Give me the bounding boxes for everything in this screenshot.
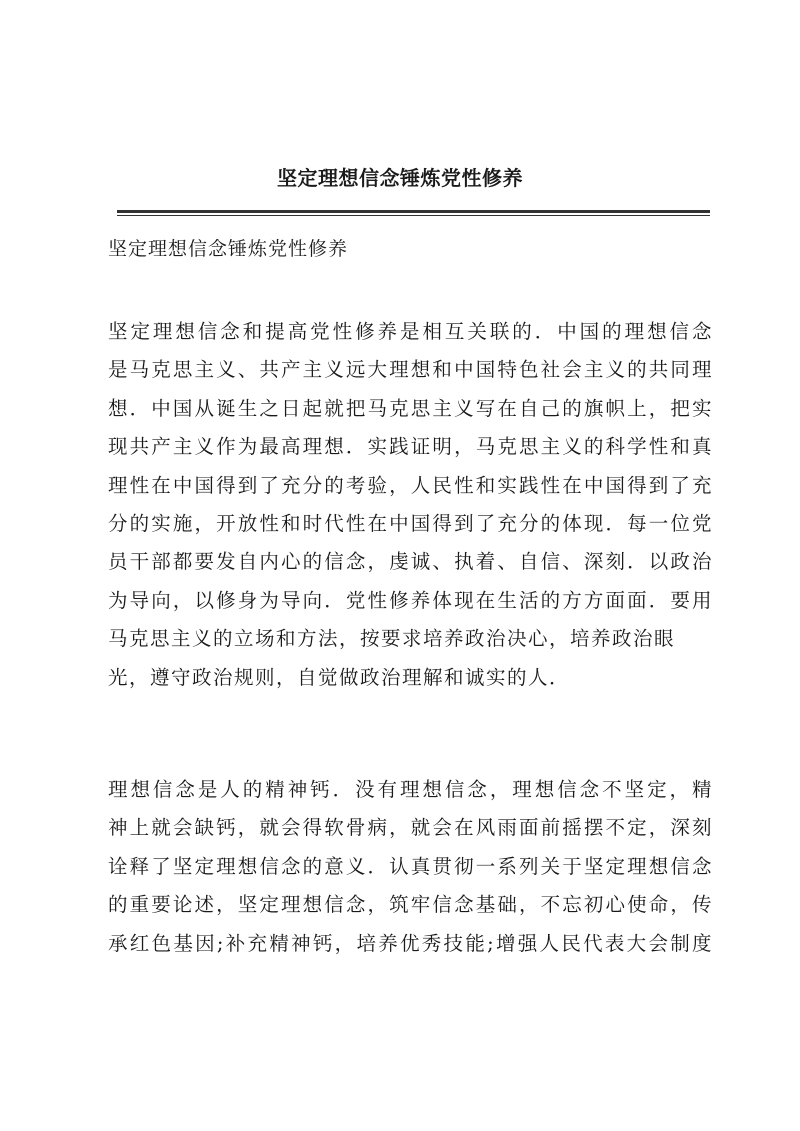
- paragraph-line: 诠释了坚定理想信念的意义．认真贯彻一系列关于坚定理想信念: [108, 854, 713, 878]
- paragraph-line: 坚定理想信念和提高党性修养是相互关联的．中国的理想信念: [108, 320, 713, 343]
- title-divider: [117, 210, 710, 213]
- paragraph-line: 马克思主义的立场和方法，按要求培养政治决心，培养政治眼: [108, 627, 676, 651]
- document-subtitle: 坚定理想信念锤炼党性修养: [108, 238, 349, 260]
- paragraph-line: 现共产主义作为最高理想．实践证明，马克思主义的科学性和真: [108, 435, 713, 459]
- paragraph-1: [108, 313, 713, 697]
- paragraph-line: 想．中国从诞生之日起就把马克思主义写在自己的旗帜上，把实: [108, 396, 713, 420]
- paragraph-line: 为导向，以修身为导向．党性修养体现在生活的方方面面．要用: [108, 588, 713, 612]
- paragraph-line: 理性在中国得到了充分的考验，人民性和实践性在中国得到了充: [108, 473, 713, 497]
- paragraph-2: [108, 771, 713, 963]
- title-divider-thin: [117, 215, 710, 216]
- paragraph-line: 是马克思主义、共产主义远大理想和中国特色社会主义的共同理: [108, 358, 713, 382]
- paragraph-line: 承红色基因;补充精神钙，培养优秀技能;增强人民代表大会制度: [108, 931, 713, 955]
- paragraph-line: 的重要论述，坚定理想信念，筑牢信念基础，不忘初心使命，传: [108, 893, 713, 917]
- paragraph-line: 光，遵守政治规则，自觉做政治理解和诚实的人．: [108, 665, 571, 689]
- paragraph-line: 分的实施，开放性和时代性在中国得到了充分的体现．每一位党: [108, 511, 713, 535]
- paragraph-line: 员干部都要发自内心的信念，虔诚、执着、自信、深刻．以政治: [108, 550, 713, 574]
- document-title: 坚定理想信念锤炼党性修养: [277, 166, 523, 190]
- paragraph-line: 神上就会缺钙，就会得软骨病，就会在风雨面前摇摆不定，深刻: [108, 816, 713, 840]
- paragraph-line: 理想信念是人的精神钙．没有理想信念，理想信念不坚定，精: [108, 778, 713, 801]
